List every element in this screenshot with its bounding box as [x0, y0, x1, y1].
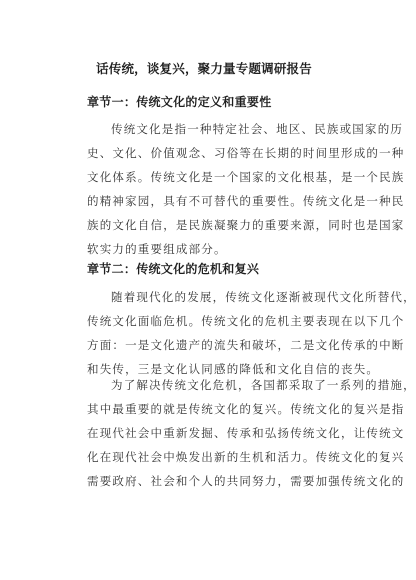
section-1-heading: 章节一：传统文化的定义和重要性	[87, 95, 272, 109]
paragraph-line: 和失传，三是文化认同感的降低和文化自信的丧失。	[87, 362, 380, 376]
paragraph-line: 需要政府、社会和个人的共同努力，需要加强传统文化的	[87, 474, 405, 488]
paragraph-line: 随着现代化的发展，传统文化逐渐被现代文化所替代，	[111, 290, 416, 304]
paragraph-line: 其中最重要的就是传统文化的复兴。传统文化的复兴是指	[87, 402, 405, 416]
paragraph-line: 的精神家园，具有不可替代的重要性。传统文化是一种民	[87, 194, 405, 208]
paragraph-line: 传统文化面临危机。传统文化的危机主要表现在以下几个	[87, 314, 405, 328]
document-title: 话传统，谈复兴，聚力量专题调研报告	[96, 61, 312, 76]
paragraph-line: 软实力的重要组成部分。	[87, 242, 227, 256]
section-1-paragraph-1	[87, 117, 405, 261]
section-2-heading: 章节二：传统文化的危机和复兴	[87, 262, 260, 276]
paragraph-line: 方面：一是文化遗产的流失和破坏，二是文化传承的中断	[87, 338, 405, 352]
paragraph-line: 在现代社会中重新发掘、传承和弘扬传统文化，让传统文	[87, 426, 405, 440]
section-2-paragraph-2	[87, 373, 416, 493]
paragraph-line: 为了解决传统文化危机，各国都采取了一系列的措施，	[111, 378, 416, 392]
paragraph-line: 文化体系。传统文化是一个国家的文化根基，是一个民族	[87, 170, 405, 184]
paragraph-line: 化在现代社会中焕发出新的生机和活力。传统文化的复兴	[87, 450, 405, 464]
paragraph-line: 传统文化是指一种特定社会、地区、民族或国家的历	[111, 122, 404, 136]
paragraph-line: 史、文化、价值观念、习俗等在长期的时间里形成的一种	[87, 146, 405, 160]
paragraph-line: 族的文化自信，是民族凝聚力的重要来源，同时也是国家	[87, 218, 405, 232]
section-2-paragraph-1	[87, 285, 416, 381]
